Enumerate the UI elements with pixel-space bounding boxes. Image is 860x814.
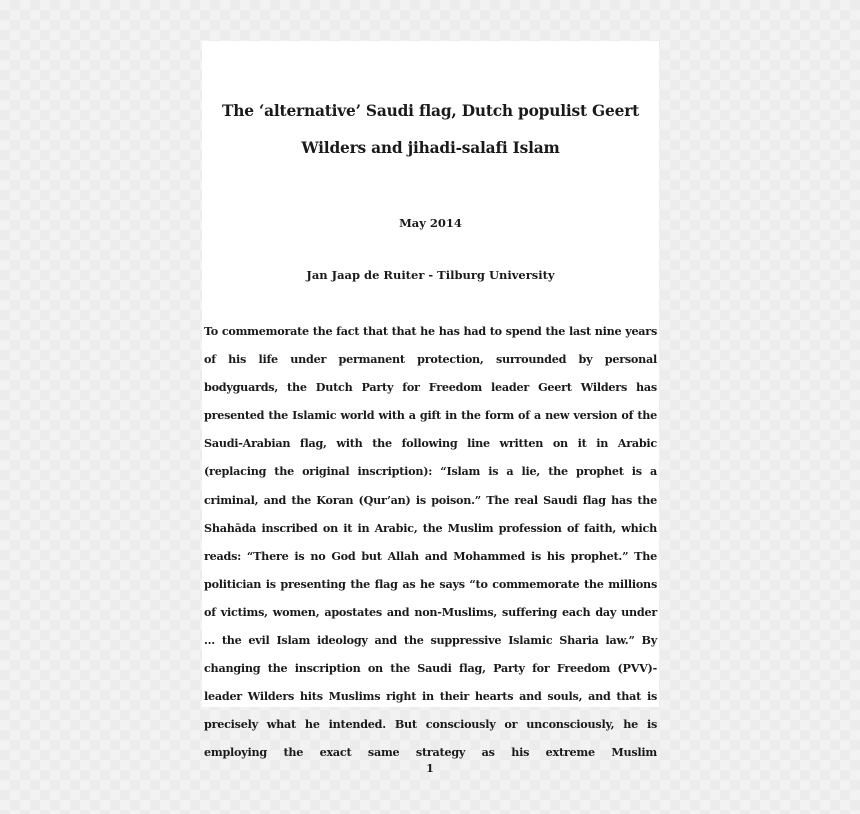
document-date: May 2014 bbox=[399, 216, 462, 230]
document-title: The ‘alternative’ Saudi flag, Dutch populist Geert Wilders and jihadi-salafi Islam bbox=[221, 102, 640, 157]
body-paragraph: To commemorate the fact that that he has had to spend the last nine years of his life under permanent protection, surrounded by personal bodyguards, the Dutch Party for Freedom leader Geert Wilders has presented the Islamic world with a gift in the form of a new version of the Saudi-Arabian flag, with the following line written on it in Arabic (replacing the original inscription): “Islam is a lie, the prophet is a criminal, and the Koran (Qur’an) is poison.” The real Saudi flag has the Shahāda inscribed on it in Arabic, the Muslim profession of faith, which reads: “There is no God but Allah and Mohammed is his prophet.” The politician is presenting the flag as he says “to commemorate the millions of victims, women, apostates and non-Muslims, suffering each day under … the evil Islam ideology and the suppressive Islamic Sharia law.” By changing the inscription on the Saudi flag, Party for Freedom (PVV)-leader Wilders hits Muslims right in their hearts and souls, and that is precisely what he intended. But consciously or unconsciously, he is employing the exact same strategy as his extreme Muslim bbox=[204, 324, 657, 760]
document-author: Jan Jaap de Ruiter - Tilburg University bbox=[306, 268, 555, 282]
document-page bbox=[202, 41, 659, 760]
page-number: 1 bbox=[426, 762, 434, 775]
